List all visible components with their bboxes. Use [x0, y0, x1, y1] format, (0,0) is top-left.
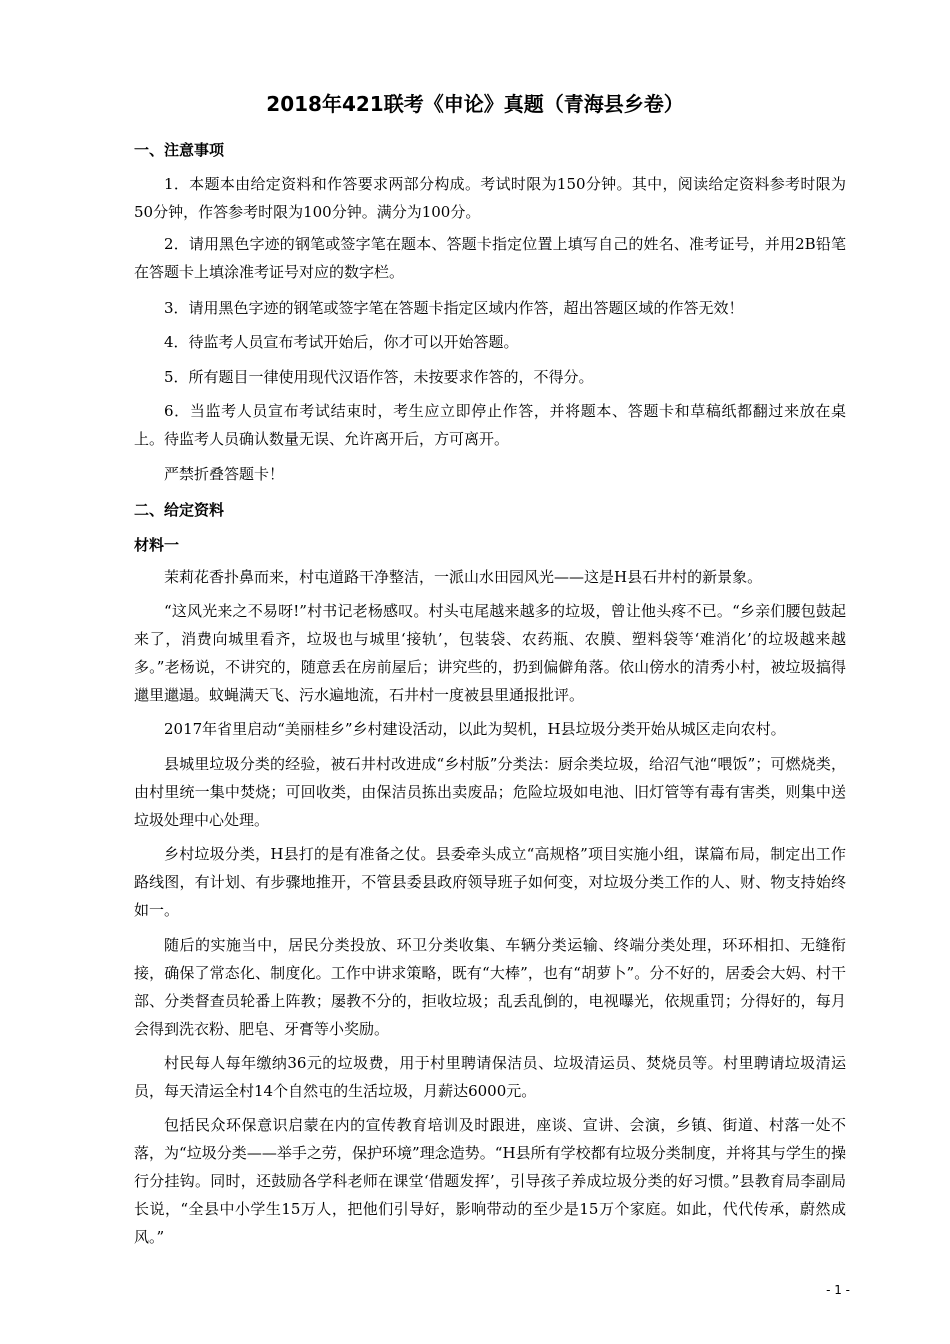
- material-paragraph-2: “这风光来之不易呀!”村书记老杨感叹。村头屯尾越来越多的垃圾，曾让他头疼不已。“乡亲们腰包鼓起来了，消费向城里看齐，垃圾也与城里‘接轨’，包装袋、农药瓶、农膜、塑料袋等‘难消化’的垃圾越来越多。”老杨说，不讲究的，随意丢在房前屋后；讲究些的，扔到偏僻角落。依山傍水的清秀小村，被垃圾搞得邋里邋遢。蚊蝇满天飞、污水遍地流，石井村一度被县里通报批评。: [134, 602, 846, 704]
- material-heading: 材料一: [134, 536, 180, 554]
- material-paragraph-3: 2017年省里启动“美丽桂乡”乡村建设活动，以此为契机，H县垃圾分类开始从城区走向农村。: [164, 720, 786, 738]
- note-item-2: 2．请用黑色字迹的钢笔或签字笔在题本、答题卡指定位置上填写自己的姓名、准考证号，并用2B铅笔在答题卡上填涂准考证号对应的数字栏。: [134, 235, 846, 281]
- material-paragraph-1: 茉莉花香扑鼻而来，村屯道路干净整洁，一派山水田园风光——这是H县石井村的新景象。: [164, 568, 763, 586]
- note-warning: 严禁折叠答题卡！: [164, 465, 285, 483]
- note-item-6: 6．当监考人员宣布考试结束时，考生应立即停止作答，并将题本、答题卡和草稿纸都翻过来放在桌上。待监考人员确认数量无误、允许离开后，方可离开。: [134, 402, 846, 448]
- material-paragraph-5: 乡村垃圾分类，H县打的是有准备之仗。县委牵头成立“高规格”项目实施小组，谋篇布局，制定出工作路线图，有计划、有步骤地推开，不管县委县政府领导班子如何变，对垃圾分类工作的人、财、物支持始终如一。: [134, 845, 846, 919]
- note-item-1: 1．本题本由给定资料和作答要求两部分构成。考试时限为150分钟。其中，阅读给定资料参考时限为50分钟，作答参考时限为100分钟。满分为100分。: [134, 175, 846, 221]
- note-item-4: 4．待监考人员宣布考试开始后，你才可以开始答题。: [164, 333, 519, 351]
- page-number: - 1 -: [826, 1283, 850, 1297]
- material-paragraph-7: 村民每人每年缴纳36元的垃圾费，用于村里聘请保洁员、垃圾清运员、焚烧员等。村里聘请垃圾清运员，每天清运全村14个自然屯的生活垃圾，月薪达6000元。: [134, 1054, 846, 1100]
- note-item-3: 3．请用黑色字迹的钢笔或签字笔在答题卡指定区域内作答，超出答题区域的作答无效！: [164, 299, 744, 317]
- section-heading-materials: 二、给定资料: [134, 501, 225, 519]
- section-heading-notes: 一、注意事项: [134, 141, 225, 159]
- document-title: 2018年421联考《申论》真题（青海县乡卷）: [266, 92, 684, 116]
- material-paragraph-4: 县城里垃圾分类的经验，被石井村改进成“乡村版”分类法：厨余类垃圾，给沼气池“喂饭”；可燃烧类，由村里统一集中焚烧；可回收类，由保洁员拣出卖废品；危险垃圾如电池、旧灯管等有毒有害类，则集中送垃圾处理中心处理。: [134, 755, 846, 829]
- material-paragraph-8: 包括民众环保意识启蒙在内的宣传教育培训及时跟进，座谈、宣讲、会演，乡镇、街道、村落一处不落，为“垃圾分类——举手之劳，保护环境”理念造势。“H县所有学校都有垃圾分类制度，并将其与学生的操行分挂钩。同时，还鼓励各学科老师在课堂‘借题发挥’，引导孩子养成垃圾分类的好习惯。”县教育局李副局长说，“全县中小学生15万人，把他们引导好，影响带动的至少是15万个家庭。如此，代代传承，蔚然成风。”: [134, 1116, 846, 1246]
- material-paragraph-6: 随后的实施当中，居民分类投放、环卫分类收集、车辆分类运输、终端分类处理，环环相扣、无缝衔接，确保了常态化、制度化。工作中讲求策略，既有“大棒”，也有“胡萝卜”。分不好的，居委会大妈、村干部、分类督查员轮番上阵教；屡教不分的，拒收垃圾；乱丢乱倒的，电视曝光，依规重罚；分得好的，每月会得到洗衣粉、肥皂、牙膏等小奖励。: [134, 936, 846, 1038]
- note-item-5: 5．所有题目一律使用现代汉语作答，未按要求作答的，不得分。: [164, 368, 594, 386]
